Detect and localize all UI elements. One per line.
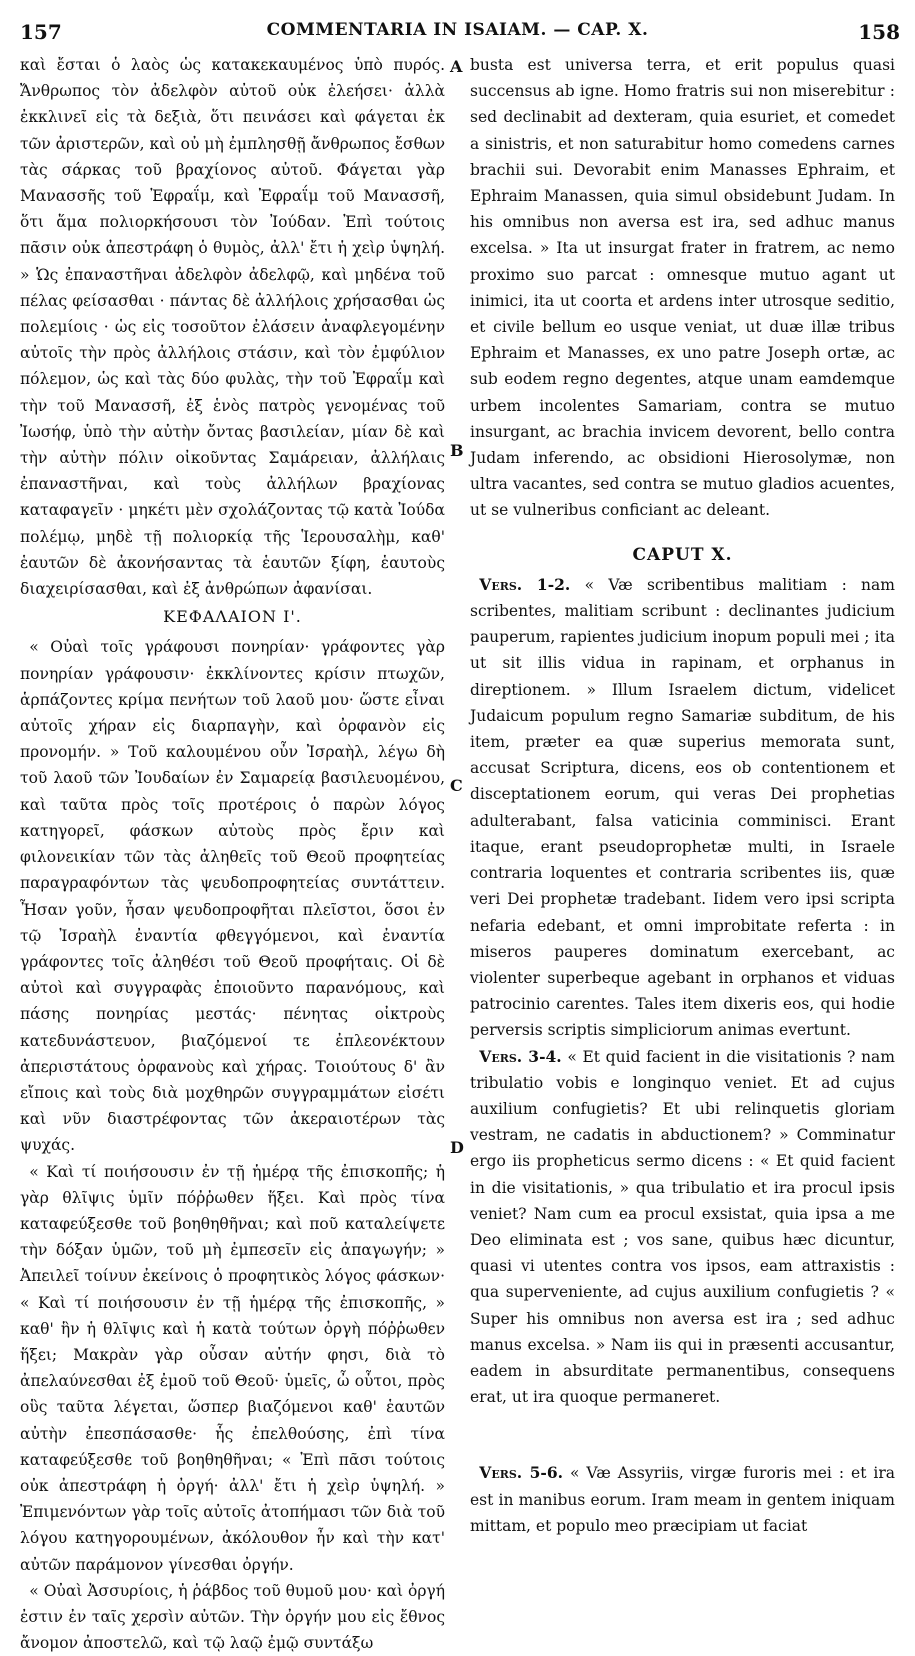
greek-paragraph-3: « Καὶ τί ποιήσουσιν ἐν τῇ ἡμέρᾳ τῆς ἐπισκοπῆς; ἡ γὰρ θλῖψις ὑμῖν πόῤῥωθεν ἥξει. Καὶ πρὸς τίνα καταφεύξεσθε τοῦ βοηθηθῆναι; καὶ ποῦ καταλείψετε τὴν δόξαν ὑμῶν, τοῦ μὴ ἐμπεσεῖν εἰς ἀπαγωγήν; » Ἀπειλεῖ τοίνυν ἐκείνοις ὁ προφητικὸς λόγος φάσκων· « Καὶ τί ποιήσουσιν ἐν τῇ ἡμέρᾳ τῆς ἐπισκοπῆς, » καθ' ἣν ἡ θλῖψις καὶ ἡ κατὰ τούτων ὀργὴ πόῤῥωθεν ἥξει; Μακρὰν γὰρ οὖσαν αὐτήν φησι, διὰ τὸ ἀπελαύνεσθαι ἐξ ἐμοῦ τοῦ Θεοῦ· ὑμεῖς, ὦ οὗτοι, πρὸς οὓς ταῦτα λέγεται, ὥσπερ βιαζόμενοι καθ' ἑαυτῶν αὐτὴν ἐπεσπάσασθε· ἧς ἐπελθούσης, ἐπὶ τίνα καταφεύξεσθε τοῦ βοηθηθῆναι; « Ἐπὶ πᾶσι τούτοις οὐκ ἀπεστράφη ἡ ὀργή· ἀλλ' ἔτι ἡ χεὶρ ὑψηλή. » Ἐπιμενόντων γὰρ τοῖς αὐτοῖς ἀτοπήμασι τῶν διὰ τοῦ λόγου κατηγορουμένων, ἀκόλουθον ἦν καὶ τὴν κατ' αὐτῶν παράμονον γίνεσθαι ὀργήν. (20, 1162, 445, 1574)
latin-chapter-heading: CAPUT X. (632, 544, 733, 565)
page-number-left: 157 (20, 20, 62, 44)
latin-column (470, 52, 895, 1539)
page-number-right: 158 (858, 20, 900, 44)
verse-text: « Et quid facient in die visitationis ? nam tribulatio vobis e longinquo veniet. Et ad cujus auxilium confugietis? Et ubi relinquetis gloriam vestram, ne cadatis in abductionem? » Comminatur ergo iis propheticus sermo dicens : « Et quid facient in die visitationis, » qua tribulatio et ira procul ipsis veniet? Nam cum ea procul exsistat, quia ipsa a me Deo eliminata est ; vos sane, quibus hæc dicuntur, quasi vi utentes contra vos ipsos, eam attraxistis : qua superveniente, ad cujus auxilium confugietis ? « Super his omnibus non aversa est ira ; sed adhuc manus excelsa. » Nam iis qui in præsenti accusantur, eadem in absurditate permanentibus, consequens erat, ut ira quoque permaneret. (470, 1047, 895, 1407)
verse-label: Vers. 1-2. (479, 574, 571, 594)
verse-label: Vers. 3-4. (479, 1046, 562, 1066)
greek-paragraph-4: « Οὐαὶ Ἀσσυρίοις, ἡ ῥάβδος τοῦ θυμοῦ μου· καὶ ὀργή ἐστιν ἐν ταῖς χερσὶν αὐτῶν. Τὴν ὀργήν μου εἰς ἔθνος ἄνομον ἀποστελῶ, καὶ τῷ λαῷ ἐμῷ συντάξω (20, 1581, 445, 1653)
margin-letter-c: C (450, 776, 463, 795)
verse-label: Vers. 5-6. (479, 1463, 564, 1483)
latin-verse-block-2 (470, 1044, 895, 1411)
greek-paragraph-1: καὶ ἔσται ὁ λαὸς ὡς κατακεκαυμένος ὑπὸ πυρός. Ἄνθρωπος τὸν ἀδελφὸν αὐτοῦ οὐκ ἐλεήσει· ἀλλὰ ἐκκλινεῖ εἰς τὰ δεξιὰ, ὅτι πεινάσει καὶ φάγεται ἐκ τῶν ἀριστερῶν, καὶ οὐ μὴ ἐμπλησθῇ ἄνθρωπος ἔσθων τὰς σάρκας τοῦ βραχίονος αὐτοῦ. Φάγεται γὰρ Μανασσῆς τοῦ Ἐφραΐμ, καὶ Ἐφραΐμ τοῦ Μανασσῆ, ὅτι ἅμα πολιορκήσουσι τὸν Ἰούδαν. Ἐπὶ τούτοις πᾶσιν οὐκ ἀπεστράφη ὁ θυμὸς, ἀλλ' ἔτι ἡ χεὶρ ὑψηλή. » Ὡς ἐπαναστῆναι ἀδελφὸν ἀδελφῷ, καὶ μηδένα τοῦ πέλας φείσασθαι · πάντας δὲ ἀλλήλοις χρήσασθαι ὡς πολεμίοις · ὡς εἰς τοσοῦτον ἐλάσειν ἀναφλεγομένην αὐτοῖς τὴν πρὸς ἀλλήλοις στάσιν, καὶ τὸν ἐμφύλιον πόλεμον, ὡς καὶ τὰς δύο φυλὰς, τὴν τοῦ Ἐφραΐμ καὶ τὴν τοῦ Μανασσῆ, ἐξ ἑνὸς πατρὸς γενομένας τοῦ Ἰωσήφ, ὑπὸ τὴν αὐτὴν ὄντας βασιλείαν, μίαν δὲ καὶ τὴν αὐτὴν πόλιν οἰκοῦντας Σαμάρειαν, ἀλλήλαις ἐπαναστῆναι, καὶ τοὺς ἀλλήλων βραχίονας καταφαγεῖν · μηκέτι μὲν σχολάζοντας τῷ κατὰ Ἰούδα πολέμῳ, μηδὲ τῇ πολιορκίᾳ τῆς Ἱερουσαλὴμ, καθ' ἑαυτῶν δὲ ἀκονήσαντας τὰ ἑαυτῶν ξίφη, ἑαυτοὺς διαχειρίσασθαι, καὶ ἐξ ἀνθρώπων ἀφανίσαι. (20, 56, 445, 599)
greek-chapter-heading: ΚΕΦΑΛΑΙΟΝ Ι'. (163, 607, 302, 627)
running-title: COMMENTARIA IN ISAIAM. — CAP. X. (266, 20, 649, 40)
greek-column (20, 52, 445, 1656)
margin-letter-d: D (450, 1138, 464, 1157)
latin-paragraph-1: busta est universa terra, et erit populus quasi succensus ab igne. Homo fratris sui non miserebitur : sed declinabit ad dexteram, quia esuriet, et comedet a sinistris, et non saturabitur homo comedens carnes brachii sui. Devorabit enim Manasses Ephraim, et Ephraim Manassen, quia simul obsidebunt Judam. In his omnibus non aversa est ira, sed adhuc manus excelsa. » Ita ut insurgat frater in fratrem, ac nemo proximo suo parcat : omnesque mutuo agant ut inimici, ita ut coorta et ardens inter utrosque seditio, et civile bellum eo usque veniat, ut duæ illæ tribus Ephraim et Manasses, ex uno patre Joseph ortæ, ac sub eodem regno degentes, atque unam eamdemque urbem incolentes Samariam, contra se mutuo insurgant, ac brachia invicem devorent, bello contra Judam inferendo, ac obsidioni Hierosolymæ, non ultra vacantes, sed contra se mutuo gladios acuentes, ut se vulneribus conficiant ac deleant. (470, 56, 895, 520)
margin-letter-b: B (450, 441, 464, 460)
page-header (0, 0, 915, 44)
greek-paragraph-2: « Οὐαὶ τοῖς γράφουσι πονηρίαν· γράφοντες γὰρ πονηρίαν γράφουσιν· ἐκκλίνοντες κρίσιν πτωχῶν, ἁρπάζοντες κρίμα πενήτων τοῦ λαοῦ μου· ὥστε εἶναι αὐτοῖς χήραν εἰς διαρπαγὴν, καὶ ὀρφανὸν εἰς προνομήν. » Τοῦ καλουμένου οὖν Ἰσραὴλ, λέγω δὴ τοῦ λαοῦ τῶν Ἰουδαίων ἐν Σαμαρείᾳ βασιλευομένου, καὶ ταῦτα πρὸς τοῖς προτέροις ὁ παρὼν λόγος κατηγορεῖ, φάσκων αὐτοὺς πρὸς ἔριν καὶ φιλονεικίαν τῶν τὰς ἀληθεῖς τοῦ Θεοῦ προφητείας παραγραφόντων τὰς ψευδοπροφητείας συντάττειν. Ἦσαν γοῦν, ἦσαν ψευδοπροφῆται πλεῖστοι, ὅσοι ἐν τῷ Ἰσραὴλ ἐναντία φθεγγόμενοι, καὶ ἐναντία γράφοντες τοῖς ἀληθέσι τοῦ Θεοῦ προφήταις. Οἱ δὲ αὐτοὶ καὶ συγγραφὰς ἐποιοῦντο παρανόμους, καὶ πάσης πονηρίας μεστάς· πένητας οἰκτροὺς κατεδυνάστευον, βιαζόμενοί τε ἐπλεονέκτουν ἀπεριστάτους ὀρφανοὺς καὶ χήρας. Τοιούτους δ' ἂν εἴποις καὶ τοὺς διὰ μοχθηρῶν συγγραμμάτων εἰσέτι καὶ νῦν διαστρέφοντας τῶν ἀκεραιοτέρων τὰς ψυχάς. (20, 638, 445, 1155)
verse-text: « Væ Assyriis, virgæ furoris mei : et ira est in manibus eorum. Iram meam in gentem iniquam mittam, et populo meo præcipiam ut faciat (470, 1464, 895, 1535)
latin-verse-block-3 (470, 1460, 895, 1539)
verse-text: « Væ scribentibus malitiam : nam scribentes, malitiam scribunt : declinantes judicium pauperum, rapientes judicium inopum populi mei ; ita ut sit illis vidua in rapinam, et orphanus in direptionem. » Illum Israelem dictum, videlicet Judaicum populum regno Samariæ subditum, de his item, præter ea quæ superius memorata sunt, accusat Scriptura, dicens, eos ob contentionem et disceptationem eorum, qui veras Dei prophetias adulterabant, falsa vaticinia comminisci. Erant itaque, erant pseudoprophetæ multi, in Israele contraria loquentes et contraria scribentes iis, quæ veri Dei prophetæ tradebant. Iidem vero ipsi scripta nefaria edebant, et omni improbitate referta : in miseros pauperes dominatum exercebant, ac violenter superbeque agebant in orphanos et viduas patrocinio carentes. Tales item dixeris eos, qui hodie perversis scriptis simpliciorum animas evertunt. (470, 575, 895, 1040)
spacer (470, 1410, 895, 1460)
margin-letter-a: A (450, 57, 463, 76)
latin-verse-block-1 (470, 572, 895, 1044)
spacer (470, 524, 895, 540)
